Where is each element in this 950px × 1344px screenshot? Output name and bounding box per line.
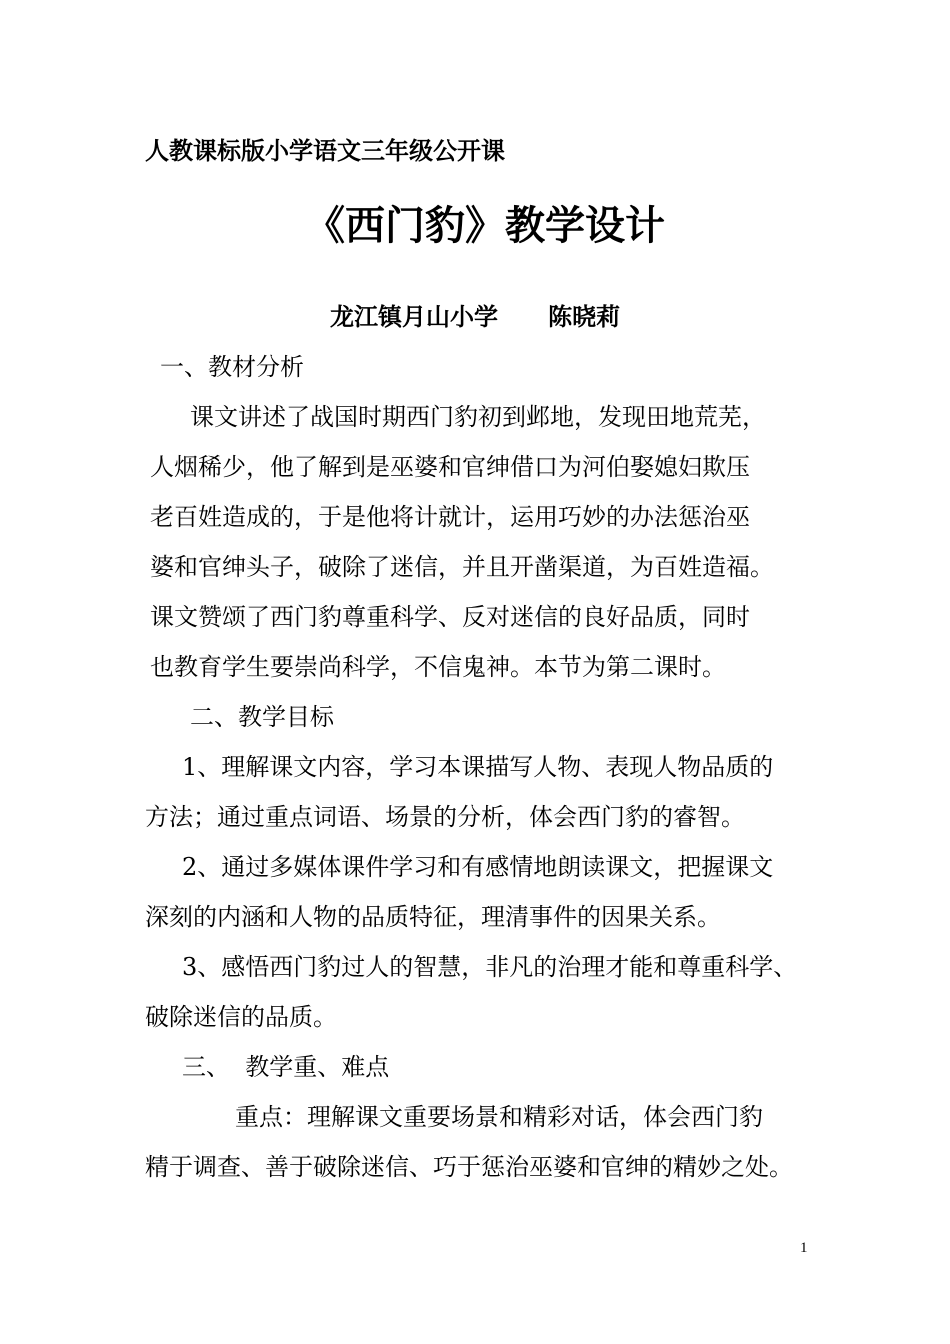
section1-line: 课文讲述了战国时期西门豹初到邺地，发现田地荒芜， [190,403,766,431]
section2-heading: 二、教学目标 [190,703,334,731]
section2-line: 1、理解课文内容，学习本课描写人物、表现人物品质的 [182,753,774,781]
section2-line: 方法；通过重点词语、场景的分析，体会西门豹的睿智。 [145,803,745,831]
page-title: 《西门豹》教学设计 [305,203,665,249]
header-line: 人教课标版小学语文三年级公开课 [145,137,505,165]
section1-line: 也教育学生要崇尚科学，不信鬼神。本节为第二课时。 [150,653,726,681]
section2-line: 破除迷信的品质。 [145,1003,337,1031]
section1-heading: 一、教材分析 [160,353,304,381]
page-number: 1 [800,1240,808,1256]
section2-line: 深刻的内涵和人物的品质特征，理清事件的因果关系。 [145,903,721,931]
section3-heading: 三、 教学重、难点 [182,1053,390,1081]
author-line: 龙江镇月山小学 陈晓莉 [330,303,621,331]
section1-line: 人烟稀少，他了解到是巫婆和官绅借口为河伯娶媳妇欺压 [150,453,750,481]
section3-line: 精于调查、善于破除迷信、巧于惩治巫婆和官绅的精妙之处。 [145,1153,793,1181]
section2-line: 2、通过多媒体课件学习和有感情地朗读课文，把握课文 [182,853,774,881]
section1-line: 婆和官绅头子，破除了迷信，并且开凿渠道，为百姓造福。 [150,553,774,581]
section1-line: 老百姓造成的，于是他将计就计，运用巧妙的办法惩治巫 [150,503,750,531]
section1-line: 课文赞颂了西门豹尊重科学、反对迷信的良好品质，同时 [150,603,750,631]
section2-line: 3、感悟西门豹过人的智慧，非凡的治理才能和尊重科学、 [182,953,798,981]
section3-line: 重点：理解课文重要场景和精彩对话，体会西门豹 [235,1103,763,1131]
